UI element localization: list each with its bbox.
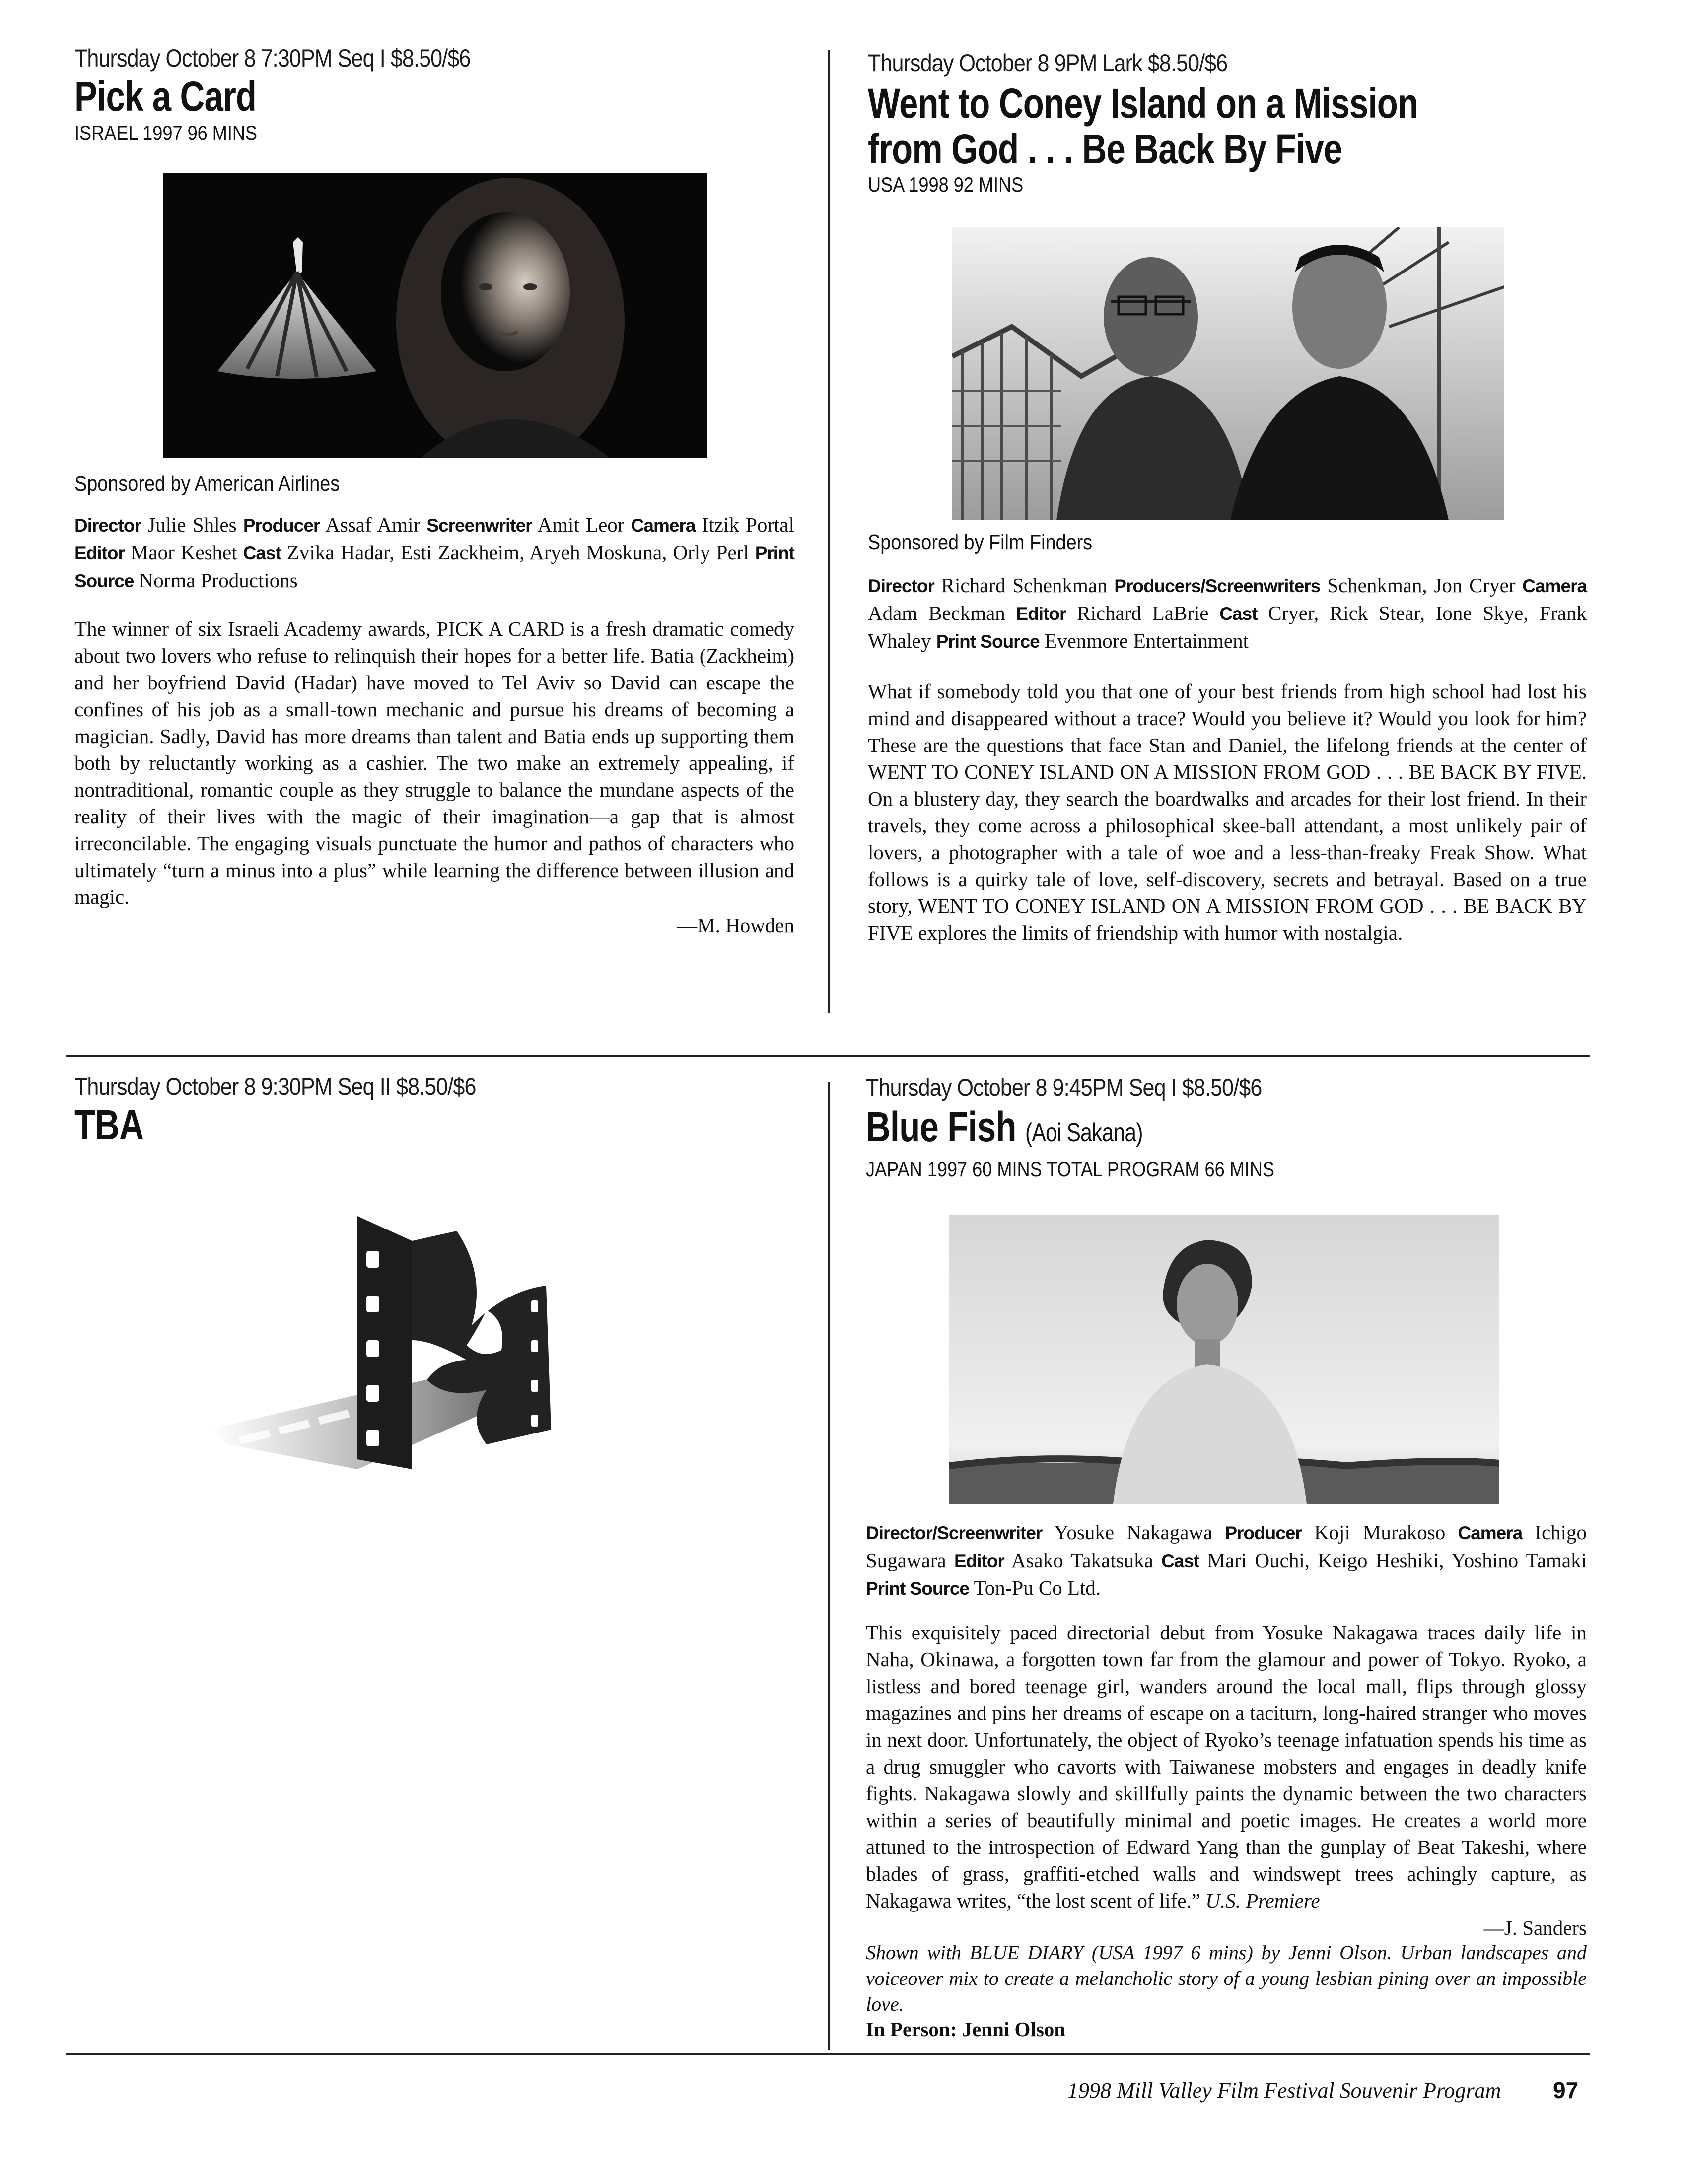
film-details-blue-fish bbox=[866, 1519, 1587, 2041]
description-text: This exquisitely paced directorial debut from Yosuke Nakagawa traces daily life in Naha, Okinawa, a forgotten town far from the glamour and power of Tokyo. Ryoko, a listless and bored teenage girl, wanders around the local mall, flips through glossy magazines and pins her dreams of escape on a taciturn, long-haired stranger who moves in next door. Unfortunately, the object of Ryoko’s teenage infatuation spends his time as a drug smuggler who cavorts with Taiwanese mobsters and engages in deadly knife fights. Nakagawa slowly and skillfully paints the dynamic between the two characters within a series of beautifully minimal and poetic images. He creates a world more attuned to the introspection of Edward Yang than the gunplay of Beat Takeshi, where blades of grass, graffiti-etched walls and windswept trees achingly capture, as Nakagawa writes, “the lost scent of life.” bbox=[866, 1621, 1587, 1912]
credit-names: Koji Murakoso bbox=[1314, 1521, 1446, 1544]
bottom-divider bbox=[66, 2053, 1590, 2055]
short-film-note: Shown with BLUE DIARY (USA 1997 6 mins) by Jenni Olson. Urban landscapes and voiceover mix to create a melancholic story of a young lesbian pining over an impossible love. bbox=[866, 1941, 1587, 2015]
credit-names: Evenmore Entertainment bbox=[1044, 629, 1249, 652]
premiere-label: U.S. Premiere bbox=[1205, 1889, 1320, 1912]
column-divider-top bbox=[828, 50, 830, 1013]
film-entry-blue-fish bbox=[866, 1073, 1586, 1181]
film-details-pick-a-card bbox=[74, 472, 794, 937]
film-still-blue-fish bbox=[949, 1215, 1499, 1504]
credit-names: Mari Ouchi, Keigo Heshiki, Yoshino Tamaki bbox=[1207, 1549, 1587, 1571]
schedule-line: Thursday October 8 9PM Lark $8.50/$6 bbox=[868, 49, 1228, 77]
schedule-line: Thursday October 8 7:30PM Seq I $8.50/$6 bbox=[74, 44, 471, 72]
film-entry-pick-a-card bbox=[74, 44, 794, 145]
film-title-line: Went to Coney Island on a Mission bbox=[868, 80, 1418, 127]
film-meta: JAPAN 1997 60 MINS TOTAL PROGRAM 66 MINS bbox=[866, 1158, 1275, 1181]
credit-names: Richard LaBrie bbox=[1077, 602, 1209, 624]
film-title: Pick a Card bbox=[74, 73, 257, 120]
film-entry-tba bbox=[74, 1072, 794, 1148]
schedule-line: Thursday October 8 9:45PM Seq I $8.50/$6 bbox=[866, 1074, 1262, 1101]
credit-role: Print Source bbox=[74, 543, 794, 591]
row-divider bbox=[66, 1055, 1590, 1057]
festival-logo-icon bbox=[209, 1211, 576, 1479]
credit-names: Zvika Hadar, Esti Zackheim, Aryeh Moskuna, Orly Perl bbox=[286, 541, 749, 564]
credit-names: Itzik Portal bbox=[702, 513, 795, 536]
credit-names: Adam Beckman bbox=[868, 602, 1005, 624]
credits-block bbox=[74, 511, 794, 595]
film-meta: ISRAEL 1997 96 MINS bbox=[74, 121, 258, 144]
film-title-line: from God . . . Be Back By Five bbox=[868, 126, 1342, 172]
review-byline: —J. Sanders bbox=[1483, 1916, 1587, 1939]
credit-role: Camera bbox=[1458, 1523, 1523, 1543]
film-description: The winner of six Israeli Academy awards, PICK A CARD is a fresh dramatic comedy about two lovers who refuse to relinquish their hopes for a better life. Batia (Zackheim) and her boyfriend David (Hadar) have moved to Tel Aviv so David can escape the confines of his job as a small-town mechanic and pursue his dreams of becoming a magician. Sadly, David has more dreams than talent and Batia ends up supporting them both by reluctantly working as a cashier. The two make an extremely appealing, if nontraditional, romantic couple as they struggle to balance the mundane aspects of the reality of their lives with the magic of their imagination—a gap that is almost irreconcilable. The engaging visuals punctuate the humor and pathos of characters who ultimately “turn a minus into a plus” while learning the difference between illusion and magic. bbox=[74, 617, 794, 908]
credit-names: Ton-Pu Co Ltd. bbox=[974, 1576, 1101, 1599]
credit-role: Cast bbox=[1161, 1551, 1199, 1571]
footer-program-title: 1998 Mill Valley Film Festival Souvenir Program bbox=[1067, 2078, 1501, 2103]
credit-role: Producer bbox=[1225, 1523, 1302, 1543]
credit-names: Norma Productions bbox=[139, 569, 298, 592]
credit-role: Cast bbox=[243, 543, 281, 563]
film-description bbox=[866, 1619, 1587, 1914]
credit-role: Print Source bbox=[936, 631, 1040, 652]
credit-role: Camera bbox=[631, 515, 696, 536]
credit-role: Editor bbox=[1016, 604, 1066, 624]
credit-role: Editor bbox=[954, 1551, 1004, 1571]
column-divider-bottom bbox=[828, 1082, 830, 2050]
credit-role: Print Source bbox=[866, 1578, 969, 1599]
review-byline: —M. Howden bbox=[677, 914, 794, 937]
film-description: What if somebody told you that one of your best friends from high school had lost his mind and disappeared without a trace? Would you believe it? Would you look for him? These are the questions that face Stan and Daniel, the lifelong friends at the center of WENT TO CONEY ISLAND ON A MISSION FROM GOD . . . BE BACK BY FIVE. On a blustery day, they search the boardwalks and arcades for their lost friend. In their travels, they come across a philosophical skee-ball attendant, a most unlikely pair of lovers, a photographer with a tale of woe and a less-than-freaky Freak Show. What follows is a quirky tale of love, self-discovery, secrets and betrayal. Based on a true story, WENT TO CONEY ISLAND ON A MISSION FROM GOD . . . BE BACK BY FIVE explores the limits of friendship with humor with nostalgia. bbox=[868, 680, 1587, 944]
credit-names: Yosuke Nakagawa bbox=[1054, 1521, 1213, 1544]
sponsor-line: Sponsored by Film Finders bbox=[868, 530, 1093, 554]
film-still-pick-a-card bbox=[163, 173, 707, 458]
credit-names: Richard Schenkman bbox=[941, 574, 1108, 597]
film-details-coney-island bbox=[868, 530, 1587, 946]
credit-names: Julie Shles bbox=[147, 513, 237, 536]
film-still-coney-island bbox=[952, 227, 1504, 520]
credit-role: Editor bbox=[74, 543, 125, 563]
film-title-alt: (Aoi Sakana) bbox=[1025, 1118, 1143, 1147]
credit-role: Director bbox=[868, 576, 934, 596]
credit-role: Producer bbox=[243, 515, 320, 536]
sponsor-line: Sponsored by American Airlines bbox=[74, 472, 340, 496]
schedule-line: Thursday October 8 9:30PM Seq II $8.50/$6 bbox=[74, 1073, 476, 1100]
credit-names: Maor Keshet bbox=[130, 541, 237, 564]
credits-block bbox=[866, 1519, 1587, 1602]
credit-names: Ichigo Sugawara bbox=[866, 1521, 1587, 1571]
film-title bbox=[868, 80, 1458, 172]
credit-names: Amit Leor bbox=[537, 513, 625, 536]
film-title-main: Blue Fish bbox=[866, 1103, 1016, 1150]
film-title: TBA bbox=[74, 1101, 144, 1148]
credit-role: Screenwriter bbox=[426, 515, 532, 536]
credit-names: Schenkman, Jon Cryer bbox=[1327, 574, 1516, 597]
in-person-line: In Person: Jenni Olson bbox=[866, 2018, 1066, 2041]
credit-names: Cryer, Rick Stear, Ione Skye, Frank Whaley bbox=[868, 602, 1587, 652]
film-entry-coney-island bbox=[868, 49, 1588, 197]
film-meta: USA 1998 92 MINS bbox=[868, 173, 1024, 196]
page-number: 97 bbox=[1553, 2077, 1579, 2103]
credit-role: Director/Screenwriter bbox=[866, 1523, 1043, 1543]
credits-block bbox=[868, 572, 1587, 655]
film-title bbox=[866, 1104, 1456, 1156]
credit-names: Assaf Amir bbox=[325, 513, 421, 536]
credit-role: Camera bbox=[1522, 576, 1587, 596]
credit-role: Producers/Screenwriters bbox=[1114, 576, 1321, 596]
credit-role: Cast bbox=[1219, 604, 1258, 624]
credit-names: Asako Takatsuka bbox=[1011, 1549, 1153, 1571]
credit-role: Director bbox=[74, 515, 141, 536]
